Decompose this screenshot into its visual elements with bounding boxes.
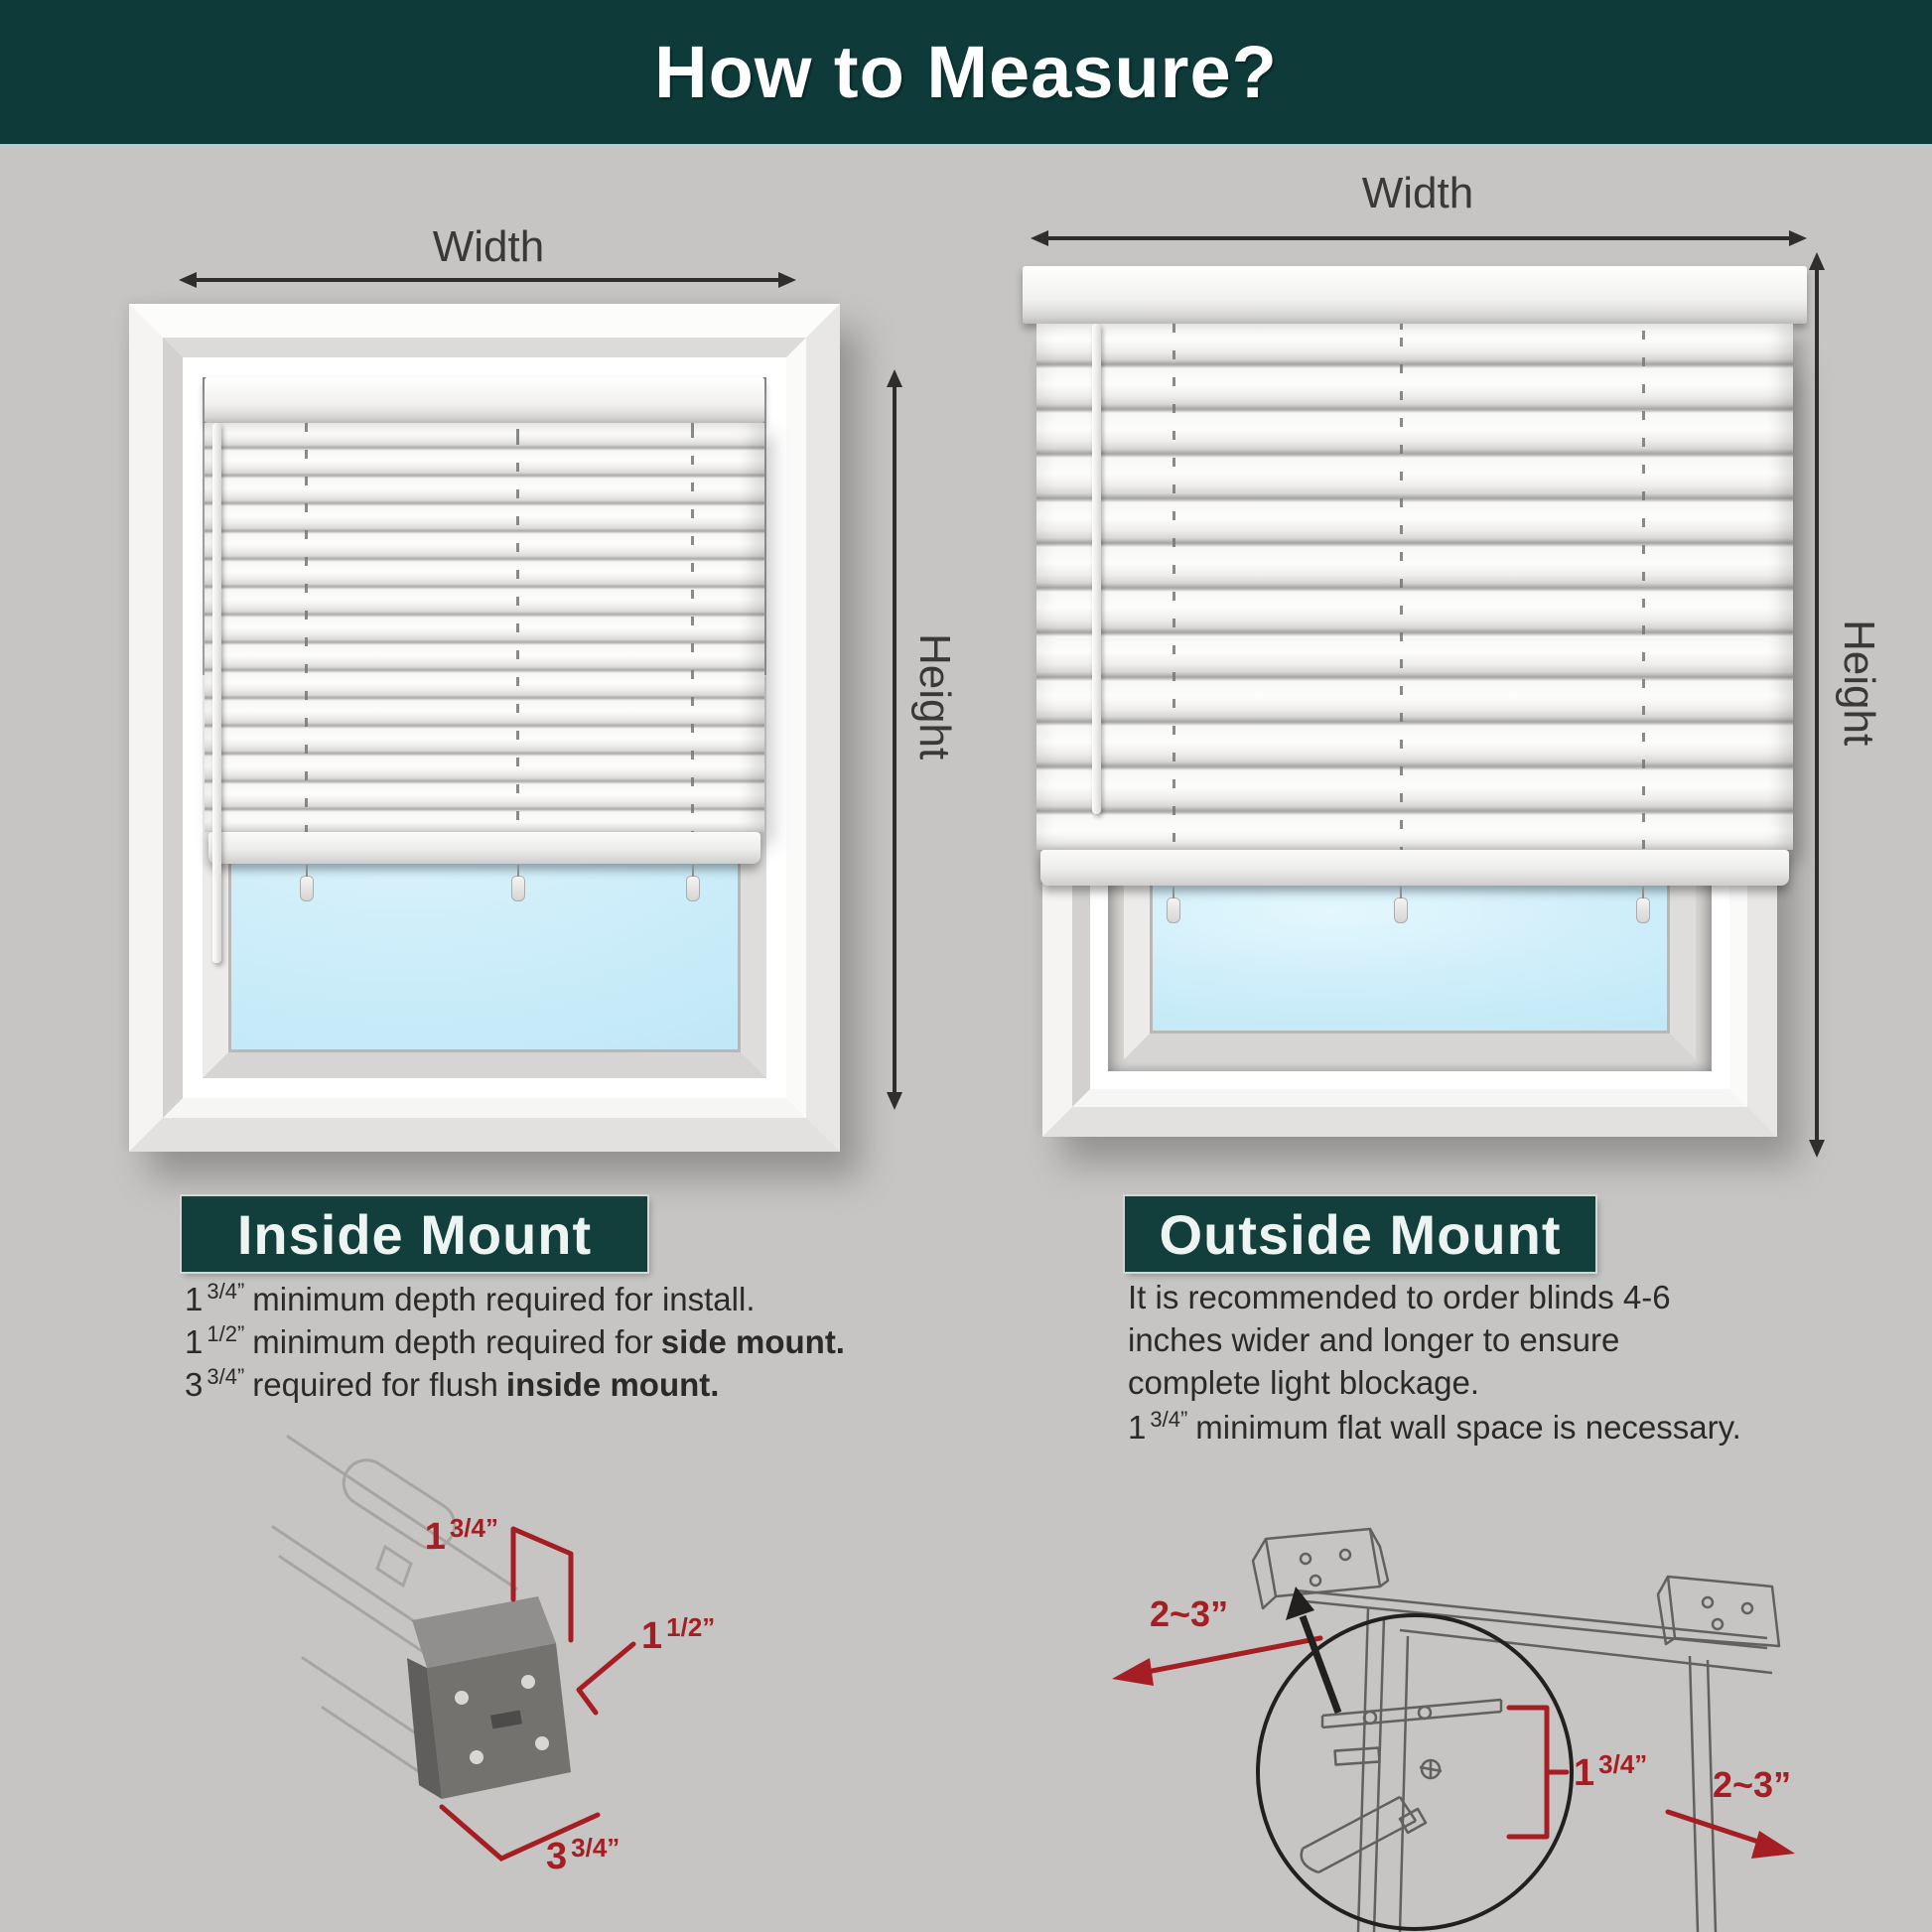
left-blind-tilt-wand: [212, 423, 221, 963]
left-blind-headrail: [205, 377, 764, 423]
measure-text-bold: side mount.: [660, 1323, 845, 1360]
outside-mount-line-3: complete light blockage.: [1128, 1364, 1480, 1401]
right-blind-cord: [1173, 324, 1175, 850]
right-blind-cord: [1400, 324, 1403, 850]
left-blind-cord: [305, 423, 308, 832]
inside-mount-line-1: [185, 1279, 756, 1322]
measure-value: 3: [185, 1366, 204, 1403]
measure-fraction: 3/4”: [207, 1364, 245, 1389]
dim-side-label: 1 $^{1/2”}$: [641, 1612, 716, 1657]
measure-fraction: 1/2”: [207, 1321, 245, 1346]
right-width-label: Width: [1361, 169, 1474, 217]
measure-value: 1: [185, 1323, 204, 1360]
left-height-arrow: [882, 367, 907, 1112]
outside-mount-line-4: [1128, 1407, 1741, 1450]
left-window-frame: [129, 304, 840, 1152]
measure-text: minimum flat wall space is necessary.: [1195, 1409, 1741, 1446]
right-blind-cord: [1642, 324, 1645, 850]
page-title: How to Measure?: [654, 31, 1278, 113]
right-blind-tassel: [1394, 897, 1408, 923]
inside-mount-line-2: [185, 1321, 845, 1365]
right-blind-bottomrail: [1040, 850, 1789, 886]
measure-text: required for flush: [252, 1366, 498, 1403]
outside-mount-bracket-diagram: [1072, 1469, 1812, 1932]
left-blind-cord: [516, 423, 519, 832]
gap-right-label: 2~3”: [1713, 1764, 1792, 1805]
measure-fraction: 3/4”: [207, 1279, 245, 1304]
left-blind-cord: [691, 423, 694, 832]
inside-mount-heading: [182, 1196, 647, 1272]
right-blind-tilt-wand: [1092, 324, 1101, 814]
left-window-opening: [203, 377, 766, 1078]
left-blind-tassel: [300, 876, 314, 901]
inside-mount-heading-label: Inside Mount: [236, 1202, 593, 1266]
right-blind-slats: [1036, 324, 1793, 850]
left-width-label: Width: [432, 222, 545, 271]
outside-mount-line-1: It is recommended to order blinds 4-6: [1128, 1279, 1671, 1315]
left-blind-tassel: [686, 876, 700, 901]
outside-mount-line-2: inches wider and longer to ensure: [1128, 1321, 1620, 1358]
left-blind-bottomrail: [208, 832, 760, 864]
left-blind-slats: [205, 423, 764, 832]
measure-value: 1: [1128, 1409, 1147, 1446]
right-window-glass: [1124, 857, 1696, 1059]
inside-mount-line-3: [185, 1364, 719, 1408]
gap-left-label: 2~3”: [1150, 1593, 1229, 1634]
inside-mount-bracket-diagram: [268, 1420, 884, 1932]
left-blind-tassel: [511, 876, 525, 901]
measure-value: 1: [185, 1281, 204, 1317]
header-band: [0, 0, 1932, 148]
right-height-label: Height: [1835, 620, 1883, 747]
outside-mount-heading: [1125, 1196, 1595, 1272]
left-height-label: Height: [910, 633, 959, 760]
dim-depth-label: 1 $^{3/4”}$: [424, 1513, 498, 1558]
measure-fraction: 3/4”: [1150, 1407, 1188, 1432]
left-width-arrow: [177, 267, 798, 293]
measure-text-bold: inside mount.: [505, 1366, 720, 1403]
right-blind-tassel: [1167, 897, 1180, 923]
right-height-arrow: [1804, 250, 1830, 1160]
measure-text: minimum depth required for: [252, 1323, 653, 1360]
right-blind-tassel: [1636, 897, 1650, 923]
measure-text: minimum depth required for install.: [252, 1281, 756, 1317]
outside-mount-heading-label: Outside Mount: [1159, 1202, 1562, 1266]
right-width-arrow: [1029, 225, 1809, 251]
right-blind-headrail: [1023, 266, 1807, 324]
left-window-frame-step: [163, 338, 806, 1118]
dim-flush-label: 3 $^{3/4”}$: [546, 1833, 621, 1877]
wall-space-label: 1 $^{3/4”}$: [1574, 1749, 1648, 1794]
